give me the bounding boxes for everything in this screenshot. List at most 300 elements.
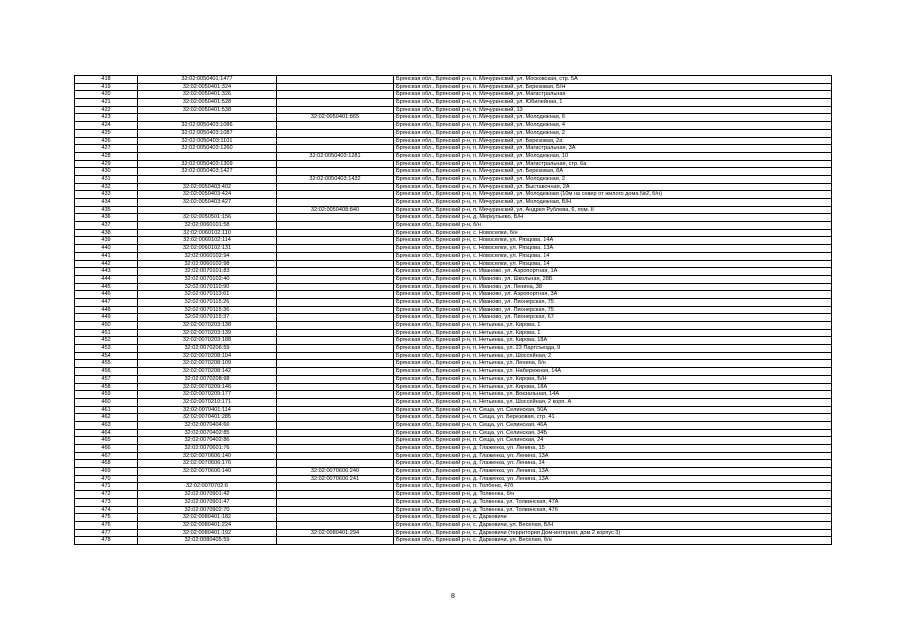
table-row xyxy=(75,291,832,299)
row-number-cell: 448 xyxy=(75,306,138,314)
cadastral-number-cell: 32:02:0050401:538 xyxy=(138,106,277,114)
table-row xyxy=(75,460,832,468)
page-number: 8 xyxy=(451,593,455,600)
row-number-cell: 445 xyxy=(75,283,138,291)
related-cadastral-number-cell xyxy=(277,460,394,468)
address-cell: Брянская обл., Брянский р-н, д. Глаженка, ул. Ленина, 13А xyxy=(394,475,832,483)
related-cadastral-number-cell xyxy=(277,352,394,360)
cadastral-number-cell: 32:02:0080401:224 xyxy=(138,521,277,529)
related-cadastral-number-cell xyxy=(277,306,394,314)
table-row xyxy=(75,298,832,306)
row-number-cell: 458 xyxy=(75,383,138,391)
table-row xyxy=(75,114,832,122)
row-number-cell: 446 xyxy=(75,291,138,299)
table-row xyxy=(75,306,832,314)
cadastral-number-cell: 32:02:0070208:104 xyxy=(138,352,277,360)
cadastral-number-cell: 32:02:0070401:114 xyxy=(138,406,277,414)
related-cadastral-number-cell xyxy=(277,391,394,399)
address-cell: Брянская обл., Брянский р-н, п. Сеща, ул. Березовая, стр. 41 xyxy=(394,414,832,422)
table-row xyxy=(75,468,832,476)
cadastral-number-cell: 32:02:0070606:140 xyxy=(138,468,277,476)
address-cell: Брянская обл., Брянский р-н, п. Нетьинка, ул. Кирова, 1 xyxy=(394,322,832,330)
address-cell: Брянская обл., Брянский р-н, с. Новоселки, ул. Рязцова, 14А xyxy=(394,237,832,245)
address-cell: Брянская обл., Брянский р-н, п. Иваново, ул. Ленина, 38 xyxy=(394,283,832,291)
address-cell: Брянская обл., Брянский р-н, п. Нетьинка, ул. Кирова, 1 xyxy=(394,329,832,337)
address-cell: Брянская обл., Брянский р-н, п. Нетьинка, ул. Кирова, 18А xyxy=(394,337,832,345)
row-number-cell: 434 xyxy=(75,199,138,207)
related-cadastral-number-cell xyxy=(277,329,394,337)
row-number-cell: 420 xyxy=(75,91,138,99)
table-row xyxy=(75,206,832,214)
cadastral-number-cell: 32:02:0050403:1087 xyxy=(138,129,277,137)
related-cadastral-number-cell xyxy=(277,91,394,99)
row-number-cell: 471 xyxy=(75,483,138,491)
related-cadastral-number-cell xyxy=(277,237,394,245)
address-cell: Брянская обл., Брянский р-н, с. Дарковичи, ул. Веселая, б/н xyxy=(394,537,832,545)
related-cadastral-number-cell xyxy=(277,537,394,545)
table-row xyxy=(75,122,832,130)
related-cadastral-number-cell xyxy=(277,275,394,283)
related-cadastral-number-cell xyxy=(277,199,394,207)
cadastral-number-cell: 32:02:0050403:424 xyxy=(138,191,277,199)
address-cell: Брянская обл., Брянский р-н, п. Мичуринский, ул. Московская, стр. 5А xyxy=(394,76,832,84)
table-row xyxy=(75,445,832,453)
table-row xyxy=(75,375,832,383)
row-number-cell: 464 xyxy=(75,429,138,437)
table-row xyxy=(75,475,832,483)
related-cadastral-number-cell xyxy=(277,145,394,153)
related-cadastral-number-cell xyxy=(277,268,394,276)
row-number-cell: 478 xyxy=(75,537,138,545)
table-row xyxy=(75,483,832,491)
row-number-cell: 450 xyxy=(75,322,138,330)
table-row xyxy=(75,199,832,207)
cadastral-number-cell xyxy=(138,206,277,214)
cadastral-number-cell: 32:02:0070404:66 xyxy=(138,421,277,429)
table-row xyxy=(75,137,832,145)
cadastral-number-cell: 32:02:0070702:6 xyxy=(138,483,277,491)
cadastral-number-cell: 32:02:0050403:402 xyxy=(138,183,277,191)
address-cell: Брянская обл., Брянский р-н, д. Глаженка, ул. Ленина, 13А xyxy=(394,468,832,476)
related-cadastral-number-cell: 32:02:0050408:840 xyxy=(277,206,394,214)
row-number-cell: 444 xyxy=(75,275,138,283)
row-number-cell: 463 xyxy=(75,421,138,429)
row-number-cell: 438 xyxy=(75,229,138,237)
cadastral-number-cell xyxy=(138,175,277,183)
row-number-cell: 428 xyxy=(75,152,138,160)
cadastral-number-cell: 32:02:0050403:1427 xyxy=(138,168,277,176)
row-number-cell: 451 xyxy=(75,329,138,337)
address-cell: Брянская обл., Брянский р-н, п. Мичуринский, ул. Молодежная, 4 xyxy=(394,122,832,130)
cadastral-number-cell: 32:02:0070203:138 xyxy=(138,322,277,330)
address-cell: Брянская обл., Брянский р-н, п. Мичуринский, ул. Молодежная, 6 xyxy=(394,114,832,122)
table-row xyxy=(75,252,832,260)
related-cadastral-number-cell: 32:02:0050403:1281 xyxy=(277,152,394,160)
related-cadastral-number-cell: 32:02:0050401:865 xyxy=(277,114,394,122)
table-row xyxy=(75,452,832,460)
address-cell: Брянская обл., Брянский р-н, с. Дарковичи xyxy=(394,514,832,522)
row-number-cell: 470 xyxy=(75,475,138,483)
address-cell: Брянская обл., Брянский р-н, п. Мичуринский, ул. Юбилейная, 1 xyxy=(394,99,832,107)
related-cadastral-number-cell xyxy=(277,337,394,345)
address-cell: Брянская обл., Брянский р-н, п. Иваново, ул. Пионерская, 67 xyxy=(394,314,832,322)
cadastral-number-cell: 32:02:0070203:188 xyxy=(138,337,277,345)
row-number-cell: 472 xyxy=(75,491,138,499)
cadastral-number-cell: 32:02:0050401:528 xyxy=(138,99,277,107)
table-row xyxy=(75,76,832,84)
cadastral-number-cell: 32:02:0070208:98 xyxy=(138,375,277,383)
table-row xyxy=(75,368,832,376)
row-number-cell: 440 xyxy=(75,245,138,253)
table-row xyxy=(75,421,832,429)
cadastral-number-cell: 32:02:0070101:83 xyxy=(138,268,277,276)
address-cell: Брянская обл., Брянский р-н, п. Иваново, ул. Пионерская, 75 xyxy=(394,306,832,314)
address-cell: Брянская обл., Брянский р-н, п. Нетьинка, ул. Шоссейная, 2 xyxy=(394,352,832,360)
cadastral-number-cell: 32:02:0050401:1477 xyxy=(138,76,277,84)
table-row xyxy=(75,491,832,499)
address-cell: Брянская обл., Брянский р-н, п. Сеща, ул. Селинская, 46А xyxy=(394,421,832,429)
table-row xyxy=(75,406,832,414)
related-cadastral-number-cell xyxy=(277,360,394,368)
related-cadastral-number-cell xyxy=(277,160,394,168)
property-register-table xyxy=(74,75,832,545)
related-cadastral-number-cell xyxy=(277,491,394,499)
cadastral-number-cell: 32:02:0050401:326 xyxy=(138,91,277,99)
cadastral-number-cell: 32:02:0050401:324 xyxy=(138,83,277,91)
address-cell: Брянская обл., Брянский р-н, п. Нетьинка, ул. Набережная, 14А xyxy=(394,368,832,376)
address-cell: Брянская обл., Брянский р-н, п. Мичуринский, ул. Молодежная, Б/Н xyxy=(394,199,832,207)
address-cell: Брянская обл., Брянский р-н, п. Мичуринский, ул. Молодежная, 2 xyxy=(394,175,832,183)
row-number-cell: 456 xyxy=(75,368,138,376)
address-cell: Брянская обл., Брянский р-н, п. Нетьинка, ул. Шоссейная, 2 корп. А xyxy=(394,398,832,406)
related-cadastral-number-cell xyxy=(277,76,394,84)
related-cadastral-number-cell: 32:02:0080401:294 xyxy=(277,529,394,537)
row-number-cell: 439 xyxy=(75,237,138,245)
table-row xyxy=(75,160,832,168)
cadastral-number-cell: 32:02:0060102:114 xyxy=(138,237,277,245)
address-cell: Брянская обл., Брянский р-н, п. Иваново, ул. Аэропортная, 3А xyxy=(394,291,832,299)
related-cadastral-number-cell xyxy=(277,398,394,406)
address-cell: Брянская обл., Брянский р-н, п. Толбено, 47б xyxy=(394,483,832,491)
address-cell: Брянская обл., Брянский р-н, п. Нетьинка, ул. Кирова, Б/Н xyxy=(394,375,832,383)
cadastral-number-cell: 32:02:0070209:177 xyxy=(138,391,277,399)
cadastral-number-cell: 32:02:0050403:1101 xyxy=(138,137,277,145)
cadastral-number-cell: 32:02:0070901:47 xyxy=(138,498,277,506)
table-row xyxy=(75,283,832,291)
related-cadastral-number-cell xyxy=(277,291,394,299)
cadastral-number-cell xyxy=(138,114,277,122)
related-cadastral-number-cell: 32:02:0070606:241 xyxy=(277,475,394,483)
row-number-cell: 431 xyxy=(75,175,138,183)
table-row xyxy=(75,429,832,437)
address-cell: Брянская обл., Брянский р-н, п. Сеща, ул. Селинская, 34Б xyxy=(394,429,832,437)
address-cell: Брянская обл., Брянский р-н, д. Глаженка, ул. Ленина, 15 xyxy=(394,445,832,453)
cadastral-number-cell: 32:02:0080405:59 xyxy=(138,537,277,545)
table-row xyxy=(75,83,832,91)
address-cell: Брянская обл., Брянский р-н, д. Толвенка, ул. Толвинская, 47б xyxy=(394,506,832,514)
cadastral-number-cell: 32:02:0070210:171 xyxy=(138,398,277,406)
row-number-cell: 465 xyxy=(75,437,138,445)
address-cell: Брянская обл., Брянский р-н, д. Толвенка, ул. Толвинская, 47А xyxy=(394,498,832,506)
cadastral-number-cell: 32:02:0070110:90 xyxy=(138,283,277,291)
table-row xyxy=(75,329,832,337)
address-cell: Брянская обл., Брянский р-н, с. Новоселки, ул. Рязцова, 13А xyxy=(394,245,832,253)
address-cell: Брянская обл., Брянский р-н, д. Толвенка, б/н xyxy=(394,491,832,499)
cadastral-number-cell: 32:02:0070606:140 xyxy=(138,452,277,460)
related-cadastral-number-cell xyxy=(277,122,394,130)
row-number-cell: 427 xyxy=(75,145,138,153)
related-cadastral-number-cell xyxy=(277,375,394,383)
table-row xyxy=(75,168,832,176)
address-cell: Брянская обл., Брянский р-н, с. Новоселки, ул. Рязцова, 14 xyxy=(394,252,832,260)
address-cell: Брянская обл., Брянский р-н, п. Нетьинка, ул. Вокзальная, 14А xyxy=(394,391,832,399)
address-cell: Брянская обл., Брянский р-н, п. Иваново, ул. Аэропортная, 1А xyxy=(394,268,832,276)
address-cell: Брянская обл., Брянский р-н, п. Мичуринский, ул. Магистральная, стр. 6а xyxy=(394,160,832,168)
related-cadastral-number-cell xyxy=(277,298,394,306)
cadastral-number-cell: 32:02:0050403:1260 xyxy=(138,145,277,153)
cadastral-number-cell: 32:02:0070113:61 xyxy=(138,291,277,299)
address-cell: Брянская обл., Брянский р-н, д. Глаженка, ул. Ленина, 14 xyxy=(394,460,832,468)
address-cell: Брянская обл., Брянский р-н, п. Мичуринский, ул. Молодежная, 2 xyxy=(394,129,832,137)
related-cadastral-number-cell: 32:02:0050403:1432 xyxy=(277,175,394,183)
cadastral-number-cell xyxy=(138,152,277,160)
address-cell: Брянская обл., Брянский р-н, п. Мичуринский, ул. Молодежная, 10 xyxy=(394,152,832,160)
related-cadastral-number-cell xyxy=(277,383,394,391)
table-row xyxy=(75,322,832,330)
cadastral-number-cell: 32:02:0050403:427 xyxy=(138,199,277,207)
cadastral-number-cell: 32:02:0070203:139 xyxy=(138,329,277,337)
cadastral-number-cell: 32:02:0070402:86 xyxy=(138,437,277,445)
related-cadastral-number-cell xyxy=(277,437,394,445)
table-row xyxy=(75,529,832,537)
related-cadastral-number-cell xyxy=(277,452,394,460)
address-cell: Брянская обл., Брянский р-н, с. Новоселки, б/н xyxy=(394,229,832,237)
address-cell: Брянская обл., Брянский р-н, п. Мичуринский, 13 xyxy=(394,106,832,114)
row-number-cell: 422 xyxy=(75,106,138,114)
related-cadastral-number-cell xyxy=(277,252,394,260)
table-row xyxy=(75,183,832,191)
table-row xyxy=(75,521,832,529)
table-row xyxy=(75,506,832,514)
address-cell: Брянская обл., Брянский р-н, д. Глаженка, ул. Ленина, 13А xyxy=(394,452,832,460)
row-number-cell: 435 xyxy=(75,206,138,214)
address-cell: Брянская обл., Брянский р-н, п. Нетьинка, ул. Ленина, б/н xyxy=(394,360,832,368)
related-cadastral-number-cell xyxy=(277,183,394,191)
related-cadastral-number-cell xyxy=(277,514,394,522)
row-number-cell: 474 xyxy=(75,506,138,514)
cadastral-number-cell: 32:02:0050501:156 xyxy=(138,214,277,222)
table-row xyxy=(75,314,832,322)
row-number-cell: 419 xyxy=(75,83,138,91)
address-cell: Брянская обл., Брянский р-н, п. Мичуринский, ул. Выставочная, 2А xyxy=(394,183,832,191)
cadastral-number-cell: 32:02:0070901:42 xyxy=(138,491,277,499)
related-cadastral-number-cell xyxy=(277,521,394,529)
table-row xyxy=(75,129,832,137)
cadastral-number-cell: 32:02:0070402:85 xyxy=(138,429,277,437)
related-cadastral-number-cell xyxy=(277,429,394,437)
address-cell: Брянская обл., Брянский р-н, п. Нетьинка, ул. Кирова, 18А xyxy=(394,383,832,391)
table-body xyxy=(75,76,832,545)
table-row xyxy=(75,360,832,368)
address-cell: Брянская обл., Брянский р-н, п. Иваново, ул. Пионерская, 75 xyxy=(394,298,832,306)
row-number-cell: 429 xyxy=(75,160,138,168)
related-cadastral-number-cell xyxy=(277,83,394,91)
related-cadastral-number-cell xyxy=(277,345,394,353)
row-number-cell: 459 xyxy=(75,391,138,399)
cadastral-number-cell: 32:02:0070208:142 xyxy=(138,368,277,376)
row-number-cell: 477 xyxy=(75,529,138,537)
row-number-cell: 447 xyxy=(75,298,138,306)
cadastral-number-cell: 32:02:0070401:285 xyxy=(138,414,277,422)
related-cadastral-number-cell xyxy=(277,191,394,199)
row-number-cell: 423 xyxy=(75,114,138,122)
address-cell: Брянская обл., Брянский р-н, п. Сеща, ул. Селинская, 50А xyxy=(394,406,832,414)
table-row xyxy=(75,275,832,283)
cadastral-number-cell xyxy=(138,475,277,483)
row-number-cell: 432 xyxy=(75,183,138,191)
cadastral-number-cell: 32:02:0070115:26 xyxy=(138,298,277,306)
address-cell: Брянская обл., Брянский р-н, п. Сеща, ул. Селинская, 24 xyxy=(394,437,832,445)
row-number-cell: 467 xyxy=(75,452,138,460)
row-number-cell: 437 xyxy=(75,222,138,230)
related-cadastral-number-cell xyxy=(277,368,394,376)
address-cell: Брянская обл., Брянский р-н, б/н xyxy=(394,222,832,230)
related-cadastral-number-cell xyxy=(277,498,394,506)
row-number-cell: 430 xyxy=(75,168,138,176)
table-row xyxy=(75,498,832,506)
address-cell: Брянская обл., Брянский р-н, п. Мичуринский, ул. Березовая, Б/Н xyxy=(394,83,832,91)
related-cadastral-number-cell xyxy=(277,245,394,253)
related-cadastral-number-cell xyxy=(277,106,394,114)
row-number-cell: 454 xyxy=(75,352,138,360)
table-row xyxy=(75,398,832,406)
address-cell: Брянская обл., Брянский р-н, п. Мичуринский, ул. Андрея Рублева, 6, пом. II xyxy=(394,206,832,214)
table-row xyxy=(75,514,832,522)
table-row xyxy=(75,352,832,360)
cadastral-number-cell: 32:02:0070102:40 xyxy=(138,275,277,283)
related-cadastral-number-cell xyxy=(277,129,394,137)
row-number-cell: 468 xyxy=(75,460,138,468)
cadastral-number-cell: 32:02:0070606:176 xyxy=(138,460,277,468)
related-cadastral-number-cell xyxy=(277,229,394,237)
row-number-cell: 442 xyxy=(75,260,138,268)
row-number-cell: 426 xyxy=(75,137,138,145)
row-number-cell: 469 xyxy=(75,468,138,476)
address-cell: Брянская обл., Брянский р-н, п. Иваново, ул. Школьная, 28Б xyxy=(394,275,832,283)
row-number-cell: 455 xyxy=(75,360,138,368)
related-cadastral-number-cell xyxy=(277,283,394,291)
table-row xyxy=(75,222,832,230)
related-cadastral-number-cell xyxy=(277,506,394,514)
address-cell: Брянская обл., Брянский р-н, с. Новоселки, ул. Рязцова, 14 xyxy=(394,260,832,268)
cadastral-number-cell: 32:02:0060102:110 xyxy=(138,229,277,237)
table-row xyxy=(75,245,832,253)
row-number-cell: 436 xyxy=(75,214,138,222)
table-row xyxy=(75,414,832,422)
cadastral-number-cell: 32:02:0070115:37 xyxy=(138,314,277,322)
row-number-cell: 418 xyxy=(75,76,138,84)
table-row xyxy=(75,106,832,114)
cadastral-number-cell: 32:02:0080401:182 xyxy=(138,514,277,522)
related-cadastral-number-cell xyxy=(277,222,394,230)
row-number-cell: 421 xyxy=(75,99,138,107)
address-cell: Брянская обл., Брянский р-н, с. Дарковичи (территория Дом-интернат, дом 2 корпус 3) xyxy=(394,529,832,537)
row-number-cell: 443 xyxy=(75,268,138,276)
row-number-cell: 457 xyxy=(75,375,138,383)
table-row xyxy=(75,260,832,268)
related-cadastral-number-cell xyxy=(277,406,394,414)
row-number-cell: 452 xyxy=(75,337,138,345)
address-cell: Брянская обл., Брянский р-н, п. Мичуринский, ул. Березовая, 8А xyxy=(394,168,832,176)
table-row xyxy=(75,152,832,160)
table-row xyxy=(75,237,832,245)
cadastral-number-cell: 32:02:0060102:94 xyxy=(138,252,277,260)
cadastral-number-cell: 32:02:0060102:98 xyxy=(138,260,277,268)
address-cell: Брянская обл., Брянский р-н, с. Дарковичи, ул. Веселая, Б/Н xyxy=(394,521,832,529)
table-row xyxy=(75,437,832,445)
related-cadastral-number-cell xyxy=(277,99,394,107)
address-cell: Брянская обл., Брянский р-н, п. Мичуринский, ул. Магистральная xyxy=(394,91,832,99)
table-row xyxy=(75,91,832,99)
row-number-cell: 476 xyxy=(75,521,138,529)
table-row xyxy=(75,268,832,276)
row-number-cell: 453 xyxy=(75,345,138,353)
row-number-cell: 425 xyxy=(75,129,138,137)
row-number-cell: 473 xyxy=(75,498,138,506)
table-row xyxy=(75,229,832,237)
address-cell: Брянская обл., Брянский р-н, д. Меркульево, Б/Н xyxy=(394,214,832,222)
related-cadastral-number-cell xyxy=(277,414,394,422)
row-number-cell: 462 xyxy=(75,414,138,422)
table-row xyxy=(75,345,832,353)
row-number-cell: 461 xyxy=(75,406,138,414)
cadastral-number-cell: 32:02:0070115:36 xyxy=(138,306,277,314)
related-cadastral-number-cell xyxy=(277,260,394,268)
row-number-cell: 475 xyxy=(75,514,138,522)
table-row xyxy=(75,214,832,222)
table-row xyxy=(75,537,832,545)
related-cadastral-number-cell xyxy=(277,168,394,176)
cadastral-number-cell: 32:02:0050403:1086 xyxy=(138,122,277,130)
table-row xyxy=(75,383,832,391)
table-row xyxy=(75,391,832,399)
table-row xyxy=(75,337,832,345)
table-row xyxy=(75,191,832,199)
related-cadastral-number-cell xyxy=(277,483,394,491)
related-cadastral-number-cell xyxy=(277,322,394,330)
address-cell: Брянская обл., Брянский р-н, п. Мичуринский, ул. Березовая, 2а xyxy=(394,137,832,145)
cadastral-number-cell: 32:02:0070206:59 xyxy=(138,345,277,353)
row-number-cell: 460 xyxy=(75,398,138,406)
related-cadastral-number-cell xyxy=(277,137,394,145)
row-number-cell: 449 xyxy=(75,314,138,322)
address-cell: Брянская обл., Брянский р-н, п. Мичуринский, ул. Магистральная, 3А xyxy=(394,145,832,153)
table-row xyxy=(75,145,832,153)
row-number-cell: 424 xyxy=(75,122,138,130)
cadastral-number-cell: 32:02:0070902:70 xyxy=(138,506,277,514)
row-number-cell: 433 xyxy=(75,191,138,199)
related-cadastral-number-cell xyxy=(277,445,394,453)
related-cadastral-number-cell: 32:02:0070606:240 xyxy=(277,468,394,476)
related-cadastral-number-cell xyxy=(277,421,394,429)
cadastral-number-cell: 32:02:0070209:146 xyxy=(138,383,277,391)
address-cell: Брянская обл., Брянский р-н, п. Нетьинка, ул. 23 Партсъезда, 9 xyxy=(394,345,832,353)
table-row xyxy=(75,99,832,107)
cadastral-number-cell: 32:02:0050403:1309 xyxy=(138,160,277,168)
cadastral-number-cell: 32:02:0070208:109 xyxy=(138,360,277,368)
cadastral-number-cell: 32:02:0060101:58 xyxy=(138,222,277,230)
row-number-cell: 466 xyxy=(75,445,138,453)
